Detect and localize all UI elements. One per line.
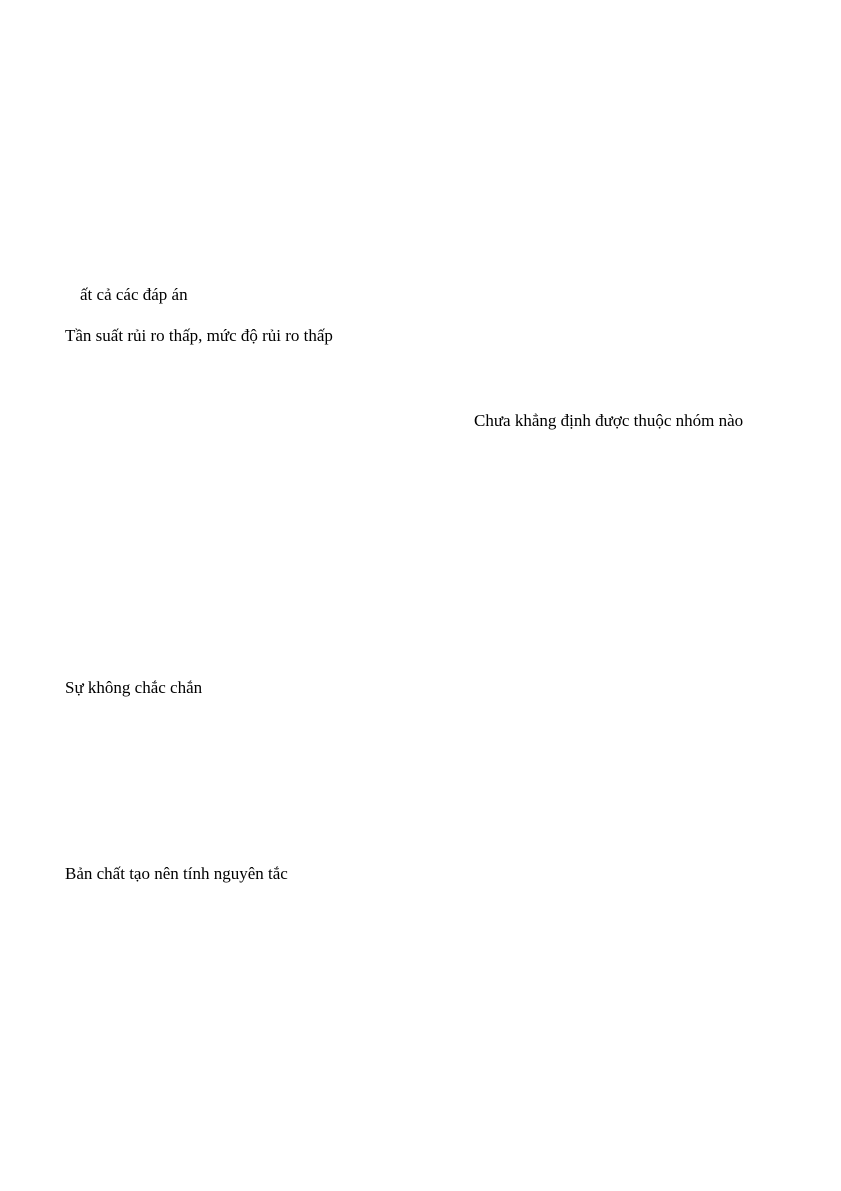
answer-option-undetermined-group: Chưa khẳng định được thuộc nhóm nào bbox=[474, 411, 744, 430]
answer-option-low-frequency-low-severity: Tần suất rủi ro thấp, mức độ rủi ro thấp bbox=[65, 326, 333, 345]
answer-option-principle-nature: Bản chất tạo nên tính nguyên tắc bbox=[65, 864, 288, 883]
answer-option-uncertainty: Sự không chắc chắn bbox=[65, 678, 203, 697]
answer-option-all: ất cả các đáp án bbox=[80, 285, 188, 304]
